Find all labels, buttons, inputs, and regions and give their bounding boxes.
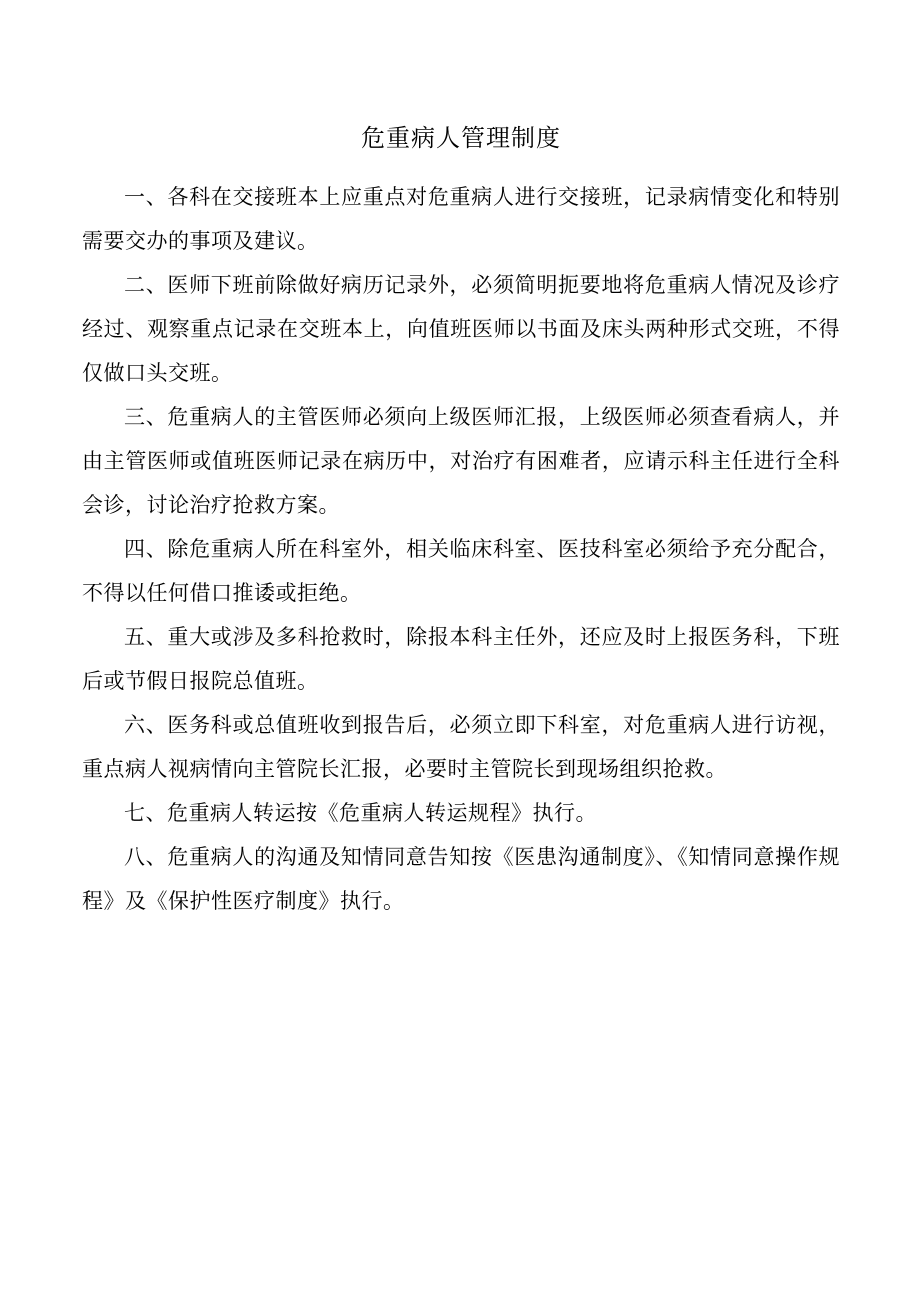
- paragraph-7: 七、危重病人转运按《危重病人转运规程》执行。: [124, 801, 597, 825]
- paragraph-3: 三、危重病人的主管医师必须向上级医师汇报，上级医师必须查看病人，并由主管医师或值班医师记录在病历中，对治疗有困难者，应请示科主任进行全科会诊，讨论治疗抢救方案。: [82, 405, 840, 517]
- paragraph-8: 八、危重病人的沟通及知情同意告知按《医患沟通制度》、《知情同意操作规程》及《保护性医疗制度》执行。: [82, 845, 840, 913]
- paragraph-4: 四、除危重病人所在科室外，相关临床科室、医技科室必须给予充分配合，不得以任何借口推诿或拒绝。: [82, 537, 840, 605]
- document-page: [82, 118, 840, 923]
- paragraph-6: 六、医务科或总值班收到报告后，必须立即下科室，对危重病人进行访视，重点病人视病情向主管院长汇报，必要时主管院长到现场组织抢救。: [82, 713, 840, 781]
- paragraph-1: 一、各科在交接班本上应重点对危重病人进行交接班，记录病情变化和特别需要交办的事项及建议。: [82, 185, 840, 253]
- paragraph-2: 二、医师下班前除做好病历记录外，必须简明扼要地将危重病人情况及诊疗经过、观察重点记录在交班本上，向值班医师以书面及床头两种形式交班，不得仅做口头交班。: [82, 273, 840, 385]
- paragraph-5: 五、重大或涉及多科抢救时，除报本科主任外，还应及时上报医务科，下班后或节假日报院总值班。: [82, 625, 840, 693]
- document-title: 危重病人管理制度: [361, 124, 561, 152]
